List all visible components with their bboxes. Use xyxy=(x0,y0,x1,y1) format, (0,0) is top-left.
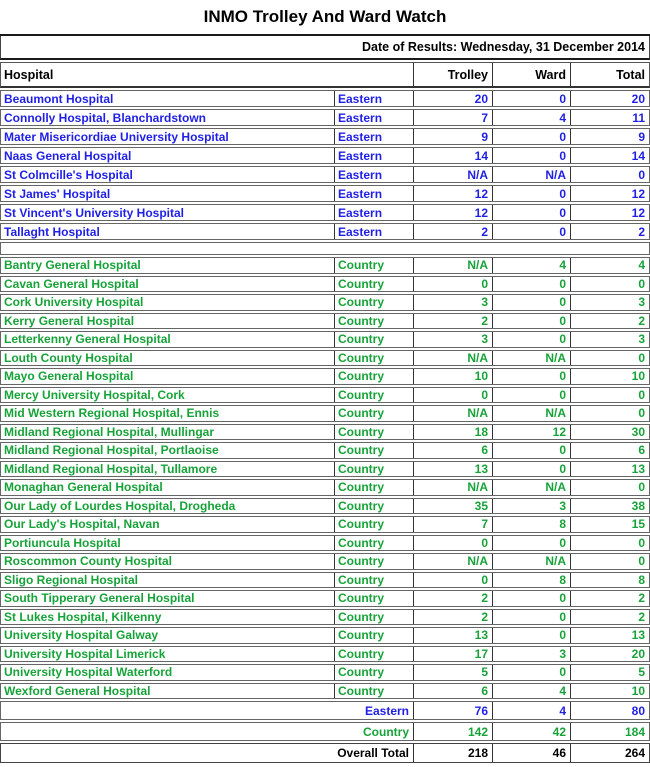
total-count-cell: 0 xyxy=(570,406,649,421)
ward-count-cell: 0 xyxy=(492,610,570,625)
region-cell: Eastern xyxy=(334,167,413,182)
region-cell: Country xyxy=(334,369,413,384)
table-row xyxy=(0,350,650,367)
trolley-count-cell: 9 xyxy=(413,129,492,144)
ward-count-cell: 0 xyxy=(492,443,570,458)
ward-count-cell: 0 xyxy=(492,628,570,643)
ward-count-cell: 0 xyxy=(492,388,570,403)
trolley-count-cell: 20 xyxy=(413,91,492,106)
region-cell: Country xyxy=(334,499,413,514)
ward-count-cell: N/A xyxy=(492,167,570,182)
ward-count-cell: N/A xyxy=(492,406,570,421)
total-count-cell: 11 xyxy=(570,110,649,125)
region-cell: Country xyxy=(334,536,413,551)
trolley-count-cell: 10 xyxy=(413,369,492,384)
ward-count-cell: 0 xyxy=(492,536,570,551)
trolley-count-cell: N/A xyxy=(413,351,492,366)
region-cell: Country xyxy=(334,388,413,403)
summary-label-cell: Overall Total xyxy=(337,746,409,760)
region-cell: Country xyxy=(334,314,413,329)
total-count-cell: 30 xyxy=(570,425,649,440)
trolley-count-cell: 5 xyxy=(413,665,492,680)
table-row xyxy=(0,683,650,700)
hospital-name-cell: Roscommon County Hospital xyxy=(4,554,173,569)
hospital-name-cell: Mid Western Regional Hospital, Ennis xyxy=(4,406,220,421)
total-count-cell: 12 xyxy=(570,205,649,220)
trolley-count-cell: 17 xyxy=(413,647,492,662)
table-row xyxy=(0,479,650,496)
summary-ward-cell: 42 xyxy=(492,723,570,740)
table-row xyxy=(0,257,650,274)
region-cell: Country xyxy=(334,591,413,606)
trolley-count-cell: 0 xyxy=(413,388,492,403)
table-row xyxy=(0,387,650,404)
total-count-cell: 3 xyxy=(570,295,649,310)
total-count-cell: 0 xyxy=(570,277,649,292)
summary-total-cell: 264 xyxy=(570,744,649,762)
column-header-ward: Ward xyxy=(492,63,570,86)
table-row xyxy=(0,553,650,570)
hospital-name-cell: University Hospital Limerick xyxy=(4,646,166,661)
total-count-cell: 13 xyxy=(570,462,649,477)
hospital-name-cell: Cork University Hospital xyxy=(4,295,144,310)
summary-total-cell: 184 xyxy=(570,723,649,740)
trolley-count-cell: 12 xyxy=(413,205,492,220)
table-body xyxy=(0,90,650,763)
ward-count-cell: N/A xyxy=(492,480,570,495)
column-header-row xyxy=(0,62,650,88)
total-count-cell: 2 xyxy=(570,591,649,606)
ward-count-cell: 8 xyxy=(492,517,570,532)
trolley-count-cell: 2 xyxy=(413,224,492,239)
summary-label-cell: Eastern xyxy=(364,703,409,718)
summary-label-cell: Country xyxy=(363,724,409,739)
total-count-cell: 0 xyxy=(570,351,649,366)
total-count-cell: 4 xyxy=(570,258,649,273)
region-cell: Country xyxy=(334,647,413,662)
total-count-cell: 10 xyxy=(570,684,649,699)
total-count-cell: 10 xyxy=(570,369,649,384)
region-cell: Country xyxy=(334,351,413,366)
ward-count-cell: 0 xyxy=(492,665,570,680)
summary-ward-cell: 4 xyxy=(492,702,570,719)
trolley-count-cell: 2 xyxy=(413,610,492,625)
hospital-name-cell: Mater Misericordiae University Hospital xyxy=(4,129,229,144)
summary-trolley-cell: 218 xyxy=(413,744,492,762)
ward-count-cell: 0 xyxy=(492,591,570,606)
total-count-cell: 3 xyxy=(570,332,649,347)
hospital-name-cell: Naas General Hospital xyxy=(4,148,132,163)
column-header-hospital: Hospital xyxy=(4,67,54,82)
hospital-name-cell: Wexford General Hospital xyxy=(4,683,151,698)
trolley-count-cell: N/A xyxy=(413,480,492,495)
total-count-cell: 6 xyxy=(570,443,649,458)
total-count-cell: 0 xyxy=(570,388,649,403)
table-row xyxy=(0,313,650,330)
table-row xyxy=(0,109,650,126)
total-count-cell: 9 xyxy=(570,129,649,144)
table-row xyxy=(0,204,650,221)
ward-count-cell: 0 xyxy=(492,332,570,347)
region-cell: Eastern xyxy=(334,186,413,201)
table-row xyxy=(0,498,650,515)
hospital-name-cell: Portiuncula Hospital xyxy=(4,535,121,550)
hospital-name-cell: Beaumont Hospital xyxy=(4,91,114,106)
summary-row-country xyxy=(0,722,650,741)
trolley-count-cell: 0 xyxy=(413,536,492,551)
table-row xyxy=(0,590,650,607)
summary-total-cell: 80 xyxy=(570,702,649,719)
hospital-name-cell: Midland Regional Hospital, Tullamore xyxy=(4,461,218,476)
region-cell: Country xyxy=(334,462,413,477)
table-row xyxy=(0,223,650,240)
region-cell: Country xyxy=(334,295,413,310)
hospital-name-cell: Kerry General Hospital xyxy=(4,313,135,328)
ward-count-cell: 0 xyxy=(492,369,570,384)
hospital-name-cell: Our Lady's Hospital, Navan xyxy=(4,517,160,532)
trolley-count-cell: N/A xyxy=(413,167,492,182)
hospital-name-cell: Louth County Hospital xyxy=(4,350,133,365)
ward-count-cell: 0 xyxy=(492,314,570,329)
region-cell: Country xyxy=(334,628,413,643)
ward-count-cell: 0 xyxy=(492,91,570,106)
ward-count-cell: N/A xyxy=(492,351,570,366)
region-cell: Country xyxy=(334,610,413,625)
total-count-cell: 8 xyxy=(570,573,649,588)
trolley-count-cell: 7 xyxy=(413,517,492,532)
table-row xyxy=(0,609,650,626)
ward-count-cell: 4 xyxy=(492,258,570,273)
column-header-total: Total xyxy=(570,63,649,86)
summary-row-eastern xyxy=(0,701,650,720)
ward-count-cell: 0 xyxy=(492,148,570,163)
hospital-name-cell: St James' Hospital xyxy=(4,186,111,201)
region-cell: Country xyxy=(334,258,413,273)
trolley-count-cell: 18 xyxy=(413,425,492,440)
summary-trolley-cell: 76 xyxy=(413,702,492,719)
hospital-name-cell: Mayo General Hospital xyxy=(4,369,134,384)
hospital-name-cell: Midland Regional Hospital, Mullingar xyxy=(4,424,215,439)
table-row xyxy=(0,442,650,459)
hospital-name-cell: Midland Regional Hospital, Portlaoise xyxy=(4,443,219,458)
page-title: INMO Trolley And Ward Watch xyxy=(0,0,650,36)
region-cell: Eastern xyxy=(334,129,413,144)
ward-count-cell: 12 xyxy=(492,425,570,440)
table-row xyxy=(0,664,650,681)
region-cell: Country xyxy=(334,332,413,347)
table-row xyxy=(0,331,650,348)
table-row xyxy=(0,516,650,533)
hospital-name-cell: Connolly Hospital, Blanchardstown xyxy=(4,110,207,125)
table-row xyxy=(0,535,650,552)
trolley-count-cell: 0 xyxy=(413,277,492,292)
trolley-count-cell: N/A xyxy=(413,554,492,569)
table-row xyxy=(0,294,650,311)
trolley-count-cell: 35 xyxy=(413,499,492,514)
table-row xyxy=(0,461,650,478)
total-count-cell: 5 xyxy=(570,665,649,680)
ward-count-cell: 0 xyxy=(492,205,570,220)
ward-count-cell: 0 xyxy=(492,129,570,144)
total-count-cell: 0 xyxy=(570,536,649,551)
region-cell: Eastern xyxy=(334,91,413,106)
trolley-count-cell: 13 xyxy=(413,628,492,643)
region-cell: Country xyxy=(334,517,413,532)
hospital-name-cell: South Tipperary General Hospital xyxy=(4,591,195,606)
table-row xyxy=(0,405,650,422)
hospital-name-cell: St Colmcille's Hospital xyxy=(4,167,133,182)
region-cell: Eastern xyxy=(334,110,413,125)
table-row xyxy=(0,368,650,385)
table-row xyxy=(0,424,650,441)
total-count-cell: 12 xyxy=(570,186,649,201)
trolley-count-cell: 7 xyxy=(413,110,492,125)
section-spacer xyxy=(0,242,650,255)
hospital-name-cell: Tallaght Hospital xyxy=(4,224,100,239)
summary-trolley-cell: 142 xyxy=(413,723,492,740)
date-of-results: Date of Results: Wednesday, 31 December 2014 xyxy=(0,36,650,60)
summary-ward-cell: 46 xyxy=(492,744,570,762)
trolley-count-cell: 6 xyxy=(413,443,492,458)
region-cell: Country xyxy=(334,480,413,495)
total-count-cell: 2 xyxy=(570,314,649,329)
total-count-cell: 2 xyxy=(570,610,649,625)
ward-count-cell: N/A xyxy=(492,554,570,569)
trolley-count-cell: 13 xyxy=(413,462,492,477)
trolley-count-cell: 2 xyxy=(413,591,492,606)
total-count-cell: 20 xyxy=(570,91,649,106)
ward-count-cell: 0 xyxy=(492,295,570,310)
ward-count-cell: 8 xyxy=(492,573,570,588)
ward-count-cell: 4 xyxy=(492,110,570,125)
table-row xyxy=(0,166,650,183)
trolley-count-cell: 3 xyxy=(413,295,492,310)
table-row xyxy=(0,572,650,589)
region-cell: Country xyxy=(334,573,413,588)
summary-row-overall xyxy=(0,743,650,763)
region-cell: Eastern xyxy=(334,205,413,220)
table-row xyxy=(0,128,650,145)
table-row xyxy=(0,276,650,293)
region-cell: Country xyxy=(334,443,413,458)
ward-count-cell: 0 xyxy=(492,462,570,477)
hospital-name-cell: University Hospital Waterford xyxy=(4,665,173,680)
table-row xyxy=(0,90,650,107)
region-cell: Country xyxy=(334,277,413,292)
column-header-trolley: Trolley xyxy=(413,63,492,86)
region-cell: Country xyxy=(334,665,413,680)
total-count-cell: 38 xyxy=(570,499,649,514)
ward-count-cell: 0 xyxy=(492,224,570,239)
ward-count-cell: 3 xyxy=(492,647,570,662)
total-count-cell: 14 xyxy=(570,148,649,163)
total-count-cell: 2 xyxy=(570,224,649,239)
hospital-name-cell: University Hospital Galway xyxy=(4,628,159,643)
hospital-name-cell: Monaghan General Hospital xyxy=(4,480,163,495)
trolley-count-cell: 14 xyxy=(413,148,492,163)
trolley-count-cell: 12 xyxy=(413,186,492,201)
total-count-cell: 0 xyxy=(570,167,649,182)
region-cell: Country xyxy=(334,425,413,440)
region-cell: Country xyxy=(334,684,413,699)
ward-count-cell: 3 xyxy=(492,499,570,514)
hospital-name-cell: Mercy University Hospital, Cork xyxy=(4,387,185,402)
ward-count-cell: 0 xyxy=(492,186,570,201)
trolley-count-cell: 6 xyxy=(413,684,492,699)
region-cell: Eastern xyxy=(334,224,413,239)
total-count-cell: 20 xyxy=(570,647,649,662)
table-row xyxy=(0,185,650,202)
total-count-cell: 15 xyxy=(570,517,649,532)
total-count-cell: 13 xyxy=(570,628,649,643)
table-row xyxy=(0,646,650,663)
ward-count-cell: 0 xyxy=(492,277,570,292)
total-count-cell: 0 xyxy=(570,554,649,569)
trolley-count-cell: 0 xyxy=(413,573,492,588)
hospital-name-cell: Cavan General Hospital xyxy=(4,276,139,291)
region-cell: Country xyxy=(334,554,413,569)
trolley-count-cell: N/A xyxy=(413,406,492,421)
hospital-name-cell: Bantry General Hospital xyxy=(4,258,141,273)
table-row xyxy=(0,627,650,644)
trolley-count-cell: 3 xyxy=(413,332,492,347)
region-cell: Country xyxy=(334,406,413,421)
trolley-count-cell: 2 xyxy=(413,314,492,329)
region-cell: Eastern xyxy=(334,148,413,163)
trolley-count-cell: N/A xyxy=(413,258,492,273)
total-count-cell: 0 xyxy=(570,480,649,495)
hospital-name-cell: Sligo Regional Hospital xyxy=(4,572,139,587)
table-row xyxy=(0,147,650,164)
hospital-name-cell: St Vincent's University Hospital xyxy=(4,205,185,220)
hospital-name-cell: St Lukes Hospital, Kilkenny xyxy=(4,609,162,624)
hospital-name-cell: Our Lady of Lourdes Hospital, Drogheda xyxy=(4,498,236,513)
hospital-name-cell: Letterkenny General Hospital xyxy=(4,332,171,347)
ward-count-cell: 4 xyxy=(492,684,570,699)
